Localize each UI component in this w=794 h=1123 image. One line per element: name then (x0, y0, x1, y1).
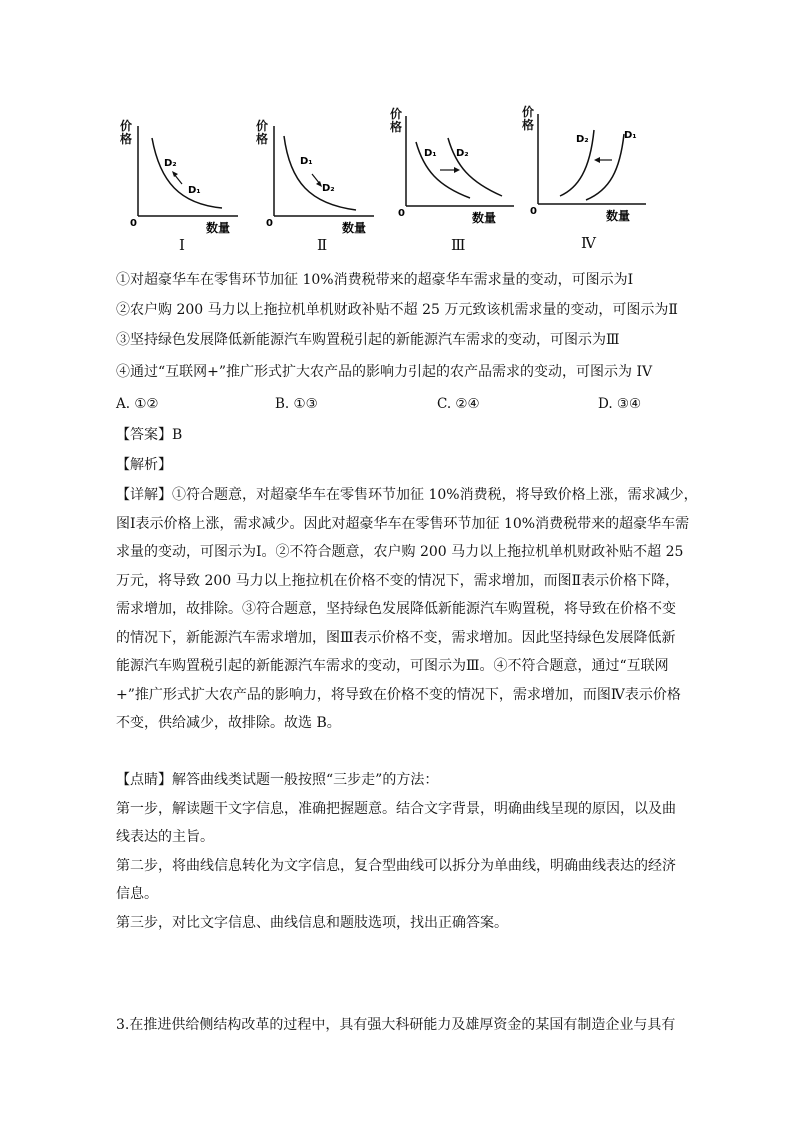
detail-line: 不变，供给减少，故排除。故选 B。 (116, 715, 341, 731)
graph-1-roman: Ⅰ (179, 236, 185, 254)
graph-1-d-label-a: D₂ (164, 158, 177, 169)
graph-3-roman: Ⅲ (451, 236, 466, 254)
graph-4-d-label-a: D₂ (576, 134, 589, 145)
detail-line: +”推广形式扩大农产品的影响力，将导致在价格不变的情况下，需求增加，而图Ⅳ表示价格 (116, 686, 681, 703)
graph-1 (110, 112, 240, 236)
tip-line: 【点睛】解答曲线类试题一般按照“三步走”的方法： (116, 772, 439, 788)
graph-4-roman: Ⅳ (581, 234, 596, 252)
tip-line: 第三步，对比文字信息、曲线信息和题肢选项，找出正确答案。 (116, 914, 508, 931)
detail-line: 需求增加，故排除。③符合题意，坚持绿色发展降低新能源汽车购置税，将导致在价格不变 (116, 601, 676, 617)
detail-line: 【详解】①符合题意，对超豪华车在零售环节加征 10%消费税，将导致价格上涨，需求减少， (116, 487, 698, 503)
graph-4-xlabel: 数量 (606, 209, 631, 223)
option-d: D. ③④ (598, 396, 642, 412)
tip-line: 线表达的主旨。 (116, 829, 214, 845)
statement-2: ②农户购 200 马力以上拖拉机单机财政补贴不超 25 万元致该机需求量的变动，可图示为Ⅱ (116, 302, 678, 318)
answer: 【答案】B (116, 427, 183, 443)
tip-line: 第二步，将曲线信息转化为文字信息，复合型曲线可以拆分为单曲线，明确曲线表达的经济 (116, 857, 676, 874)
graph-3 (390, 106, 530, 230)
detail-line: 的情况下，新能源汽车需求增加，图Ⅲ表示价格不变，需求增加。因此坚持绿色发展降低新 (116, 629, 676, 646)
graph-2-ylabel: 价格 (256, 119, 269, 146)
graph-4-origin: 0 (530, 206, 537, 217)
analysis-label: 【解析】 (116, 457, 172, 473)
detail-line: 万元，将导致 200 马力以上拖拉机在价格不变的情况下，需求增加，而图Ⅱ表示价格下降， (116, 572, 680, 589)
option-c: C. ②④ (437, 396, 480, 412)
graph-2-roman: Ⅱ (317, 236, 328, 254)
graph-3-d-label-b: D₂ (456, 148, 469, 159)
graph-2-origin: 0 (266, 218, 273, 229)
next-question: 3.在推进供给侧结构改革的过程中，具有强大科研能力及雄厚资金的某国有制造企业与具有 (116, 1017, 676, 1033)
option-a: A. ①② (116, 396, 159, 412)
graph-4 (520, 104, 660, 228)
graph-3-origin: 0 (398, 208, 405, 219)
detail-line: 能源汽车购置税引起的新能源汽车需求的变动，可图示为Ⅲ。④不符合题意，通过“互联网 (116, 658, 669, 674)
graph-3-ylabel: 价格 (390, 107, 403, 134)
option-b: B. ①③ (275, 396, 318, 412)
statement-1: ①对超豪华车在零售环节加征 10%消费税带来的超豪华车需求量的变动，可图示为Ⅰ (116, 272, 634, 288)
statement-3: ③坚持绿色发展降低新能源汽车购置税引起的新能源汽车需求的变动，可图示为Ⅲ (116, 332, 620, 348)
statement-4: ④通过“互联网+”推广形式扩大农产品的影响力引起的农产品需求的变动，可图示为 IV (116, 364, 653, 380)
tip-paragraph (116, 766, 686, 937)
graph-1-origin: 0 (130, 218, 137, 229)
graph-1-xlabel: 数量 (206, 221, 231, 235)
graph-3-xlabel: 数量 (472, 211, 497, 225)
tip-line: 第一步，解读题干文字信息，准确把握题意。结合文字背景，明确曲线呈现的原因，以及曲 (116, 800, 676, 817)
detail-line: 图Ⅰ表示价格上涨，需求减少。因此对超豪华车在零售环节加征 10%消费税带来的超豪华车需 (116, 515, 690, 532)
graph-4-ylabel: 价格 (522, 105, 535, 132)
graph-2-d-label-b: D₂ (322, 183, 335, 194)
graph-2-xlabel: 数量 (342, 221, 367, 235)
detail-line: 求量的变动，可图示为Ⅰ。②不符合题意，农户购 200 马力以上拖拉机单机财政补贴不超 25 (116, 544, 684, 560)
graph-3-d-label-a: D₁ (424, 148, 437, 159)
detail-paragraph (116, 481, 698, 738)
graph-4-d-label-b: D₁ (624, 130, 637, 141)
graph-2-d-label-a: D₁ (300, 156, 313, 167)
graph-4-svg (520, 104, 660, 224)
graph-1-d-label-b: D₁ (188, 185, 201, 196)
graph-1-ylabel: 价格 (120, 119, 133, 146)
tip-line: 信息。 (116, 886, 158, 902)
graph-3-svg (390, 106, 530, 226)
graph-2 (250, 112, 380, 236)
